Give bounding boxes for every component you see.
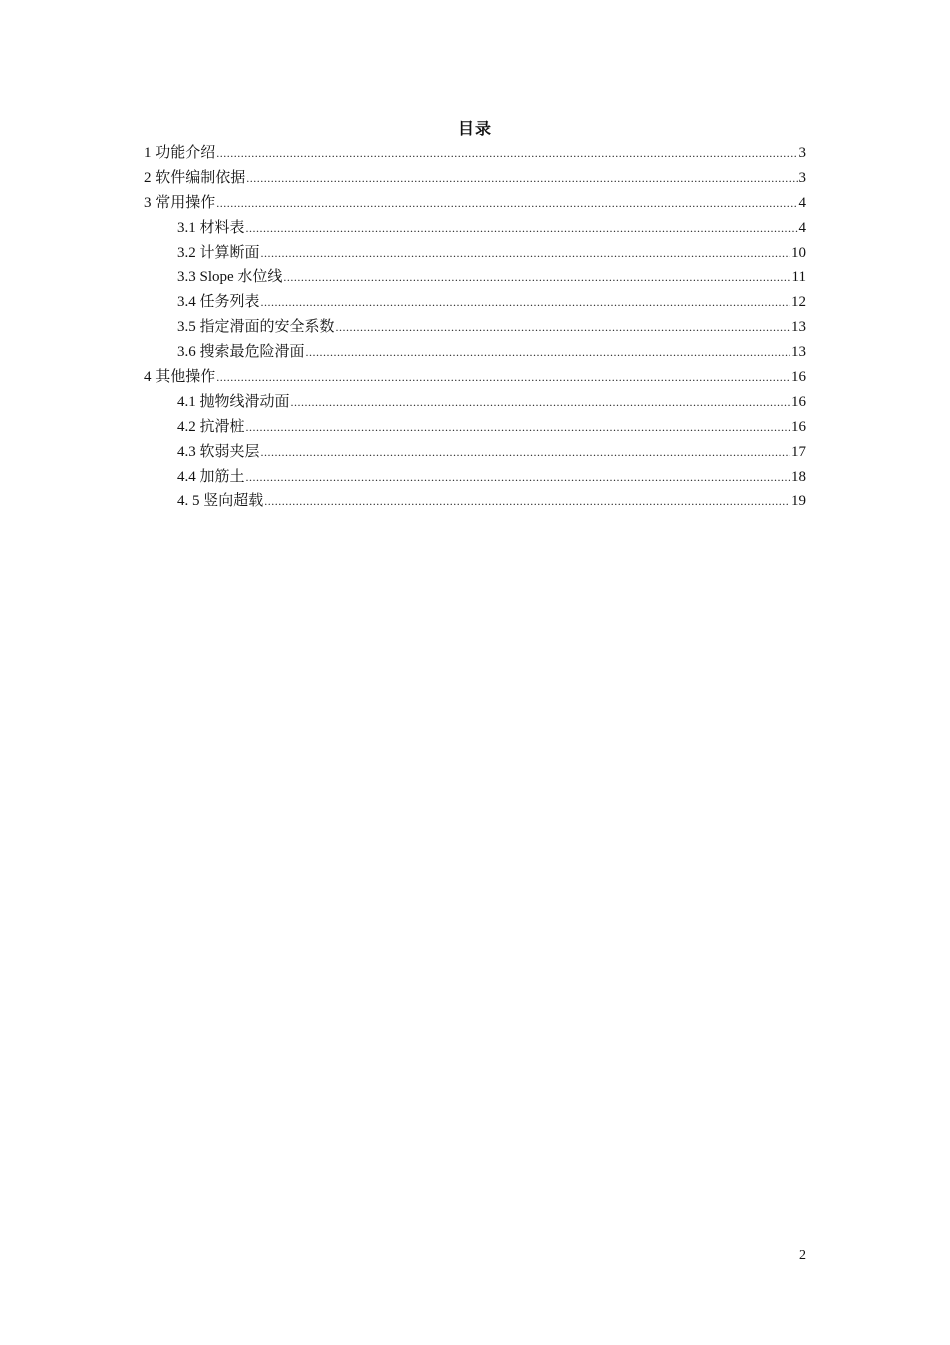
toc-entry-page: 12 [791,294,806,311]
toc-entry-label: 4.3 软弱夹层 [177,443,260,460]
toc-dot-leader [261,290,790,315]
toc-entry-label: 3.2 计算断面 [177,244,260,261]
toc-entry-1[interactable] [144,141,806,166]
toc-entry-page: 10 [791,244,806,261]
toc-entry-page: 13 [791,319,806,336]
toc-entry-label: 1 功能介绍 [144,145,216,161]
toc-entry-3-1[interactable] [144,216,806,241]
toc-dot-leader [283,265,790,290]
toc-dot-leader [246,465,790,490]
toc-dot-leader [261,241,790,266]
toc-entry-3-4[interactable] [144,290,806,315]
toc-dot-leader [246,166,797,191]
toc-entry-label: 3.3 Slope 水位线 [177,269,283,286]
toc-entry-4-1[interactable] [144,390,806,415]
toc-entry-page: 3 [798,169,806,186]
toc-entry-label: 3.6 搜索最危险滑面 [177,344,305,361]
toc-entry-4-4[interactable] [144,465,806,490]
toc-entry-label: 4.2 抗滑桩 [177,418,245,435]
toc-title: 目录 [457,121,492,138]
toc-entry-page: 16 [791,393,806,410]
toc-entry-page: 13 [791,344,806,361]
toc-entry-4-3[interactable] [144,440,806,465]
toc-entry-label: 3.4 任务列表 [177,294,260,311]
toc-entry-label: 4. 5 竖向超载 [177,493,264,510]
toc-entry-3[interactable] [144,191,806,216]
toc-dot-leader [216,191,797,216]
toc-entry-label: 3.5 指定滑面的安全系数 [177,319,335,336]
toc-entry-3-5[interactable] [144,315,806,340]
toc-entry-label: 4.4 加筋土 [177,468,245,485]
toc-entry-3-3[interactable] [144,265,806,290]
toc-entry-label: 4.1 抛物线滑动面 [177,393,290,410]
toc-dot-leader [264,489,790,514]
page-number: 2 [799,1248,806,1263]
toc-dot-leader [246,415,790,440]
toc-dot-leader [336,315,790,340]
toc-entry-page: 16 [791,418,806,435]
toc-entry-label: 3 常用操作 [144,194,216,211]
toc-entry-4-5[interactable] [144,489,806,514]
toc-entry-page: 4 [798,219,806,236]
toc-entry-page: 4 [798,194,806,211]
toc-dot-leader [291,390,790,415]
toc-dot-leader [246,216,798,241]
toc-entry-page: 3 [798,145,806,161]
toc-entry-label: 2 软件编制依据 [144,169,246,186]
toc-entry-page: 16 [791,369,806,386]
toc-dot-leader [216,141,797,166]
toc-dot-leader [261,440,790,465]
toc-entry-page: 19 [791,493,806,510]
toc-dot-leader [216,365,790,390]
toc-entry-page: 17 [791,443,806,460]
toc-entry-4[interactable] [144,365,806,390]
toc-entry-3-6[interactable] [144,340,806,365]
toc-entry-3-2[interactable] [144,241,806,266]
table-of-contents [144,141,806,514]
toc-entry-label: 4 其他操作 [144,369,216,386]
toc-dot-leader [306,340,790,365]
toc-entry-2[interactable] [144,166,806,191]
toc-entry-page: 18 [791,468,806,485]
toc-entry-4-2[interactable] [144,415,806,440]
toc-entry-label: 3.1 材料表 [177,219,245,236]
toc-entry-page: 11 [791,269,806,286]
